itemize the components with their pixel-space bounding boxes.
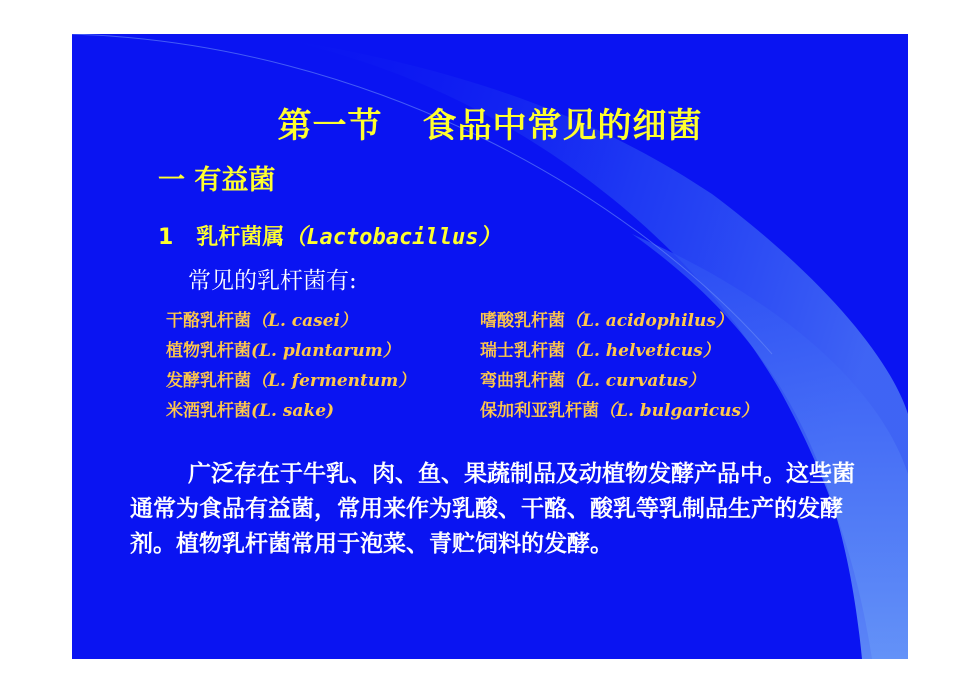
list-item [480, 336, 758, 366]
species-cn: 植物乳杆菌 [166, 341, 251, 361]
species-sci: (L. sake) [251, 401, 335, 421]
species-list-right [480, 306, 758, 426]
list-item [480, 306, 758, 336]
intro-text: 常见的乳杆菌有: [188, 268, 357, 294]
species-sci: （L. helveticus） [565, 341, 720, 361]
paragraph-text: 广泛存在于牛乳、肉、鱼、果蔬制品及动植物发酵产品中。这些菌通常为食品有益菌，常用来作为乳酸、干酪、酸乳等乳制品生产的发酵剂。植物乳杆菌常用于泡菜、青贮饲料的发酵。 [130, 460, 855, 557]
list-item [166, 336, 415, 366]
species-list-left [166, 306, 415, 426]
list-item [166, 366, 415, 396]
species-cn: 干酪乳杆菌 [166, 311, 251, 331]
species-sci: （L. fermentum） [251, 371, 416, 391]
list-item [166, 306, 415, 336]
species-cn: 弯曲乳杆菌 [480, 371, 565, 391]
species-sci: （L. curvatus） [565, 371, 706, 391]
slide-title [72, 98, 908, 147]
species-sci: （L. bulgaricus） [599, 401, 759, 421]
subsection-name: 乳杆菌属 [196, 225, 285, 250]
description-paragraph [130, 456, 860, 561]
subsection-number: 1 [158, 225, 174, 250]
species-cn: 嗜酸乳杆菌 [480, 311, 565, 331]
list-item [480, 396, 758, 426]
species-cn: 瑞士乳杆菌 [480, 341, 565, 361]
list-item [480, 366, 758, 396]
subsection-latin: （Lactobacillus） [284, 225, 501, 250]
title-part2: 食品中常见的细菌 [422, 106, 703, 146]
species-cn: 发酵乳杆菌 [166, 371, 251, 391]
list-item [166, 396, 415, 426]
subsection-heading [158, 220, 501, 251]
species-sci: (L. plantarum） [251, 341, 400, 361]
slide [72, 34, 908, 659]
species-sci: （L. acidophilus） [565, 311, 733, 331]
species-cn: 米酒乳杆菌 [166, 401, 251, 421]
species-sci: （L. casei） [251, 311, 358, 331]
section-heading: 一 有益菌 [158, 165, 276, 196]
title-part1: 第一节 [277, 106, 383, 146]
species-cn: 保加利亚乳杆菌 [480, 401, 599, 421]
